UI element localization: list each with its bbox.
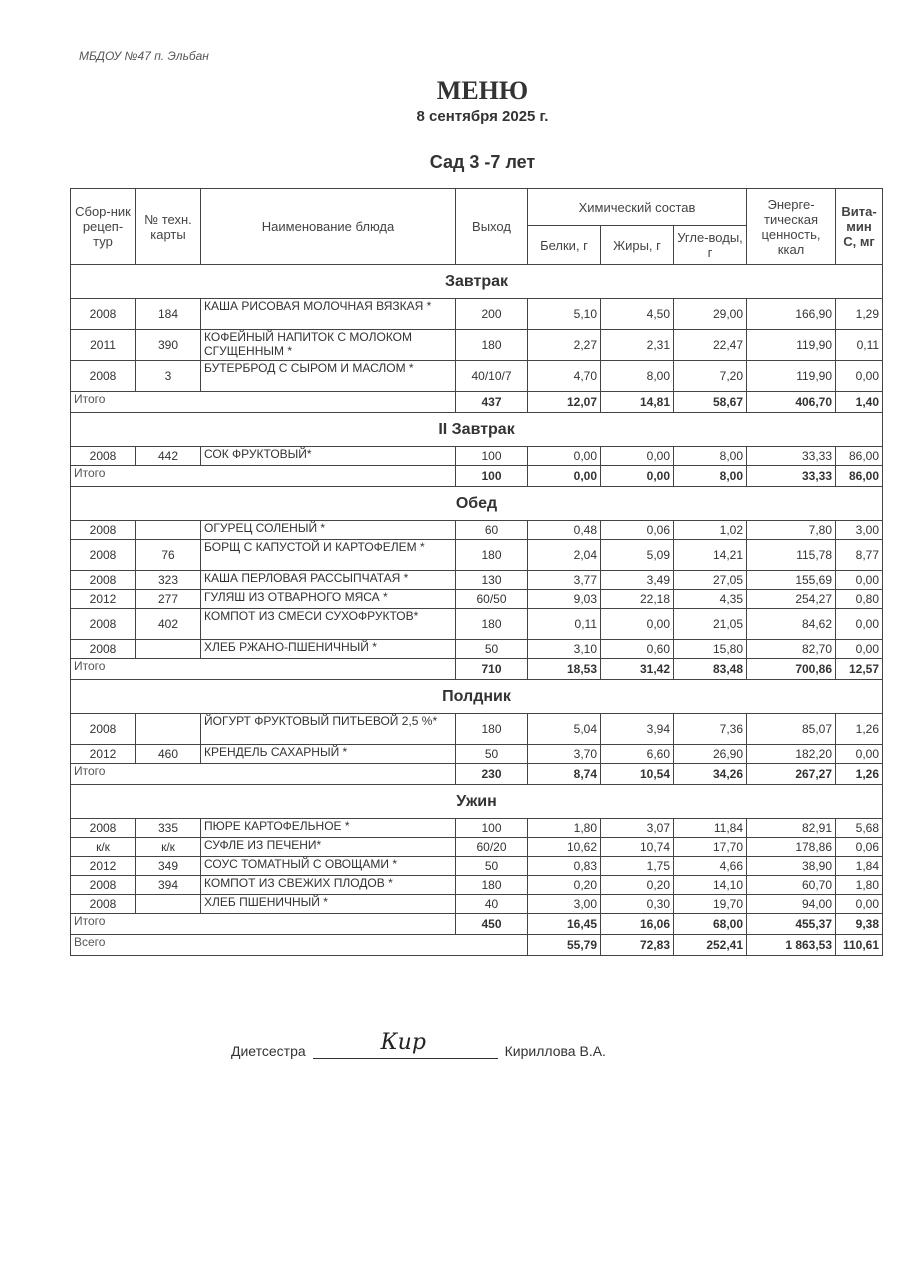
dish-energy: 82,91 [747, 819, 836, 838]
recipe-collection: 2012 [71, 590, 136, 609]
col-collection: Сбор-ник рецеп-тур [71, 189, 136, 265]
dish-fats: 1,75 [601, 857, 674, 876]
dish-name: КОМПОТ ИЗ СВЕЖИХ ПЛОДОВ * [201, 876, 456, 895]
dish-carbs: 17,70 [674, 838, 747, 857]
col-fats: Жиры, г [601, 226, 674, 265]
dish-row [71, 876, 883, 895]
dish-proteins: 0,48 [528, 521, 601, 540]
dish-vitamin-c: 0,00 [836, 745, 883, 764]
menu-table [70, 188, 883, 956]
document-title: МЕНЮ [436, 76, 529, 105]
dish-carbs: 4,35 [674, 590, 747, 609]
dish-energy: 33,33 [747, 447, 836, 466]
dish-energy: 178,86 [747, 838, 836, 857]
dish-row [71, 745, 883, 764]
total-label: Итого [71, 466, 456, 487]
col-proteins: Белки, г [528, 226, 601, 265]
recipe-collection: 2008 [71, 714, 136, 745]
dish-row [71, 609, 883, 640]
dish-fats: 0,00 [601, 609, 674, 640]
dish-name: ПЮРЕ КАРТОФЕЛЬНОЕ * [201, 819, 456, 838]
dish-energy: 182,20 [747, 745, 836, 764]
recipe-collection: 2008 [71, 876, 136, 895]
dish-name: КОМПОТ ИЗ СМЕСИ СУХОФРУКТОВ* [201, 609, 456, 640]
col-vitamin-c: Вита-мин С, мг [836, 189, 883, 265]
dish-vitamin-c: 0,00 [836, 895, 883, 914]
dish-row [71, 330, 883, 361]
dish-name: СОУС ТОМАТНЫЙ С ОВОЩАМИ * [201, 857, 456, 876]
dish-energy: 254,27 [747, 590, 836, 609]
dish-energy: 60,70 [747, 876, 836, 895]
dish-name: ОГУРЕЦ СОЛЕНЫЙ * [201, 521, 456, 540]
dish-proteins: 3,77 [528, 571, 601, 590]
tech-card-number: 323 [136, 571, 201, 590]
handwritten-signature: Кир [380, 1030, 426, 1055]
dish-energy: 119,90 [747, 361, 836, 392]
dish-fats: 3,49 [601, 571, 674, 590]
grand-total-fats: 72,83 [601, 935, 674, 956]
dish-name: БОРЩ С КАПУСТОЙ И КАРТОФЕЛЕМ * [201, 540, 456, 571]
dish-output: 180 [456, 714, 528, 745]
menu-date: 8 сентября 2025 г. [416, 108, 549, 125]
total-carbs: 83,48 [674, 659, 747, 680]
recipe-collection: 2008 [71, 609, 136, 640]
recipe-collection: к/к [71, 838, 136, 857]
tech-card-number: 402 [136, 609, 201, 640]
dish-output: 60/20 [456, 838, 528, 857]
dish-proteins: 5,04 [528, 714, 601, 745]
dish-name: КРЕНДЕЛЬ САХАРНЫЙ * [201, 745, 456, 764]
total-label: Итого [71, 764, 456, 785]
dish-output: 180 [456, 609, 528, 640]
dish-output: 50 [456, 745, 528, 764]
recipe-collection: 2008 [71, 895, 136, 914]
total-vitamin-c: 1,40 [836, 392, 883, 413]
dish-row [71, 590, 883, 609]
section-total-row [71, 466, 883, 487]
dish-row [71, 447, 883, 466]
total-label: Итого [71, 659, 456, 680]
organization-name: МБДОУ №47 п. Эльбан [79, 49, 209, 63]
total-proteins: 0,00 [528, 466, 601, 487]
dish-vitamin-c: 0,00 [836, 571, 883, 590]
section-title: Ужин [71, 785, 883, 819]
dish-proteins: 0,83 [528, 857, 601, 876]
section-total-row [71, 392, 883, 413]
total-output: 437 [456, 392, 528, 413]
dish-vitamin-c: 0,00 [836, 609, 883, 640]
dish-proteins: 0,11 [528, 609, 601, 640]
section-row [71, 785, 883, 819]
tech-card-number: 184 [136, 299, 201, 330]
dish-output: 50 [456, 640, 528, 659]
dish-output: 200 [456, 299, 528, 330]
dish-name: ГУЛЯШ ИЗ ОТВАРНОГО МЯСА * [201, 590, 456, 609]
total-output: 710 [456, 659, 528, 680]
signature-role: Диетсестра [231, 1043, 306, 1059]
col-carbs: Угле-воды, г [674, 226, 747, 265]
dish-name: КАША ПЕРЛОВАЯ РАССЫПЧАТАЯ * [201, 571, 456, 590]
tech-card-number [136, 714, 201, 745]
dish-proteins: 5,10 [528, 299, 601, 330]
tech-card-number [136, 640, 201, 659]
col-chem-composition: Химический состав [528, 189, 747, 226]
dish-output: 100 [456, 447, 528, 466]
dish-proteins: 2,04 [528, 540, 601, 571]
section-row [71, 265, 883, 299]
dish-proteins: 3,70 [528, 745, 601, 764]
recipe-collection: 2008 [71, 361, 136, 392]
col-energy: Энерге-тическая ценность, ккал [747, 189, 836, 265]
total-energy: 455,37 [747, 914, 836, 935]
dish-row [71, 521, 883, 540]
dish-energy: 94,00 [747, 895, 836, 914]
recipe-collection: 2008 [71, 447, 136, 466]
tech-card-number [136, 521, 201, 540]
dish-vitamin-c: 86,00 [836, 447, 883, 466]
total-fats: 0,00 [601, 466, 674, 487]
col-card-no: № техн. карты [136, 189, 201, 265]
recipe-collection: 2012 [71, 745, 136, 764]
dish-name: ХЛЕБ РЖАНО-ПШЕНИЧНЫЙ * [201, 640, 456, 659]
total-carbs: 8,00 [674, 466, 747, 487]
col-dish-name: Наименование блюда [201, 189, 456, 265]
section-title: II Завтрак [71, 413, 883, 447]
dish-energy: 166,90 [747, 299, 836, 330]
tech-card-number: 394 [136, 876, 201, 895]
grand-total-vitamin-c: 110,61 [836, 935, 883, 956]
dish-row [71, 299, 883, 330]
dish-carbs: 11,84 [674, 819, 747, 838]
dish-row [71, 838, 883, 857]
section-row [71, 487, 883, 521]
total-vitamin-c: 12,57 [836, 659, 883, 680]
recipe-collection: 2012 [71, 857, 136, 876]
recipe-collection: 2008 [71, 521, 136, 540]
total-output: 230 [456, 764, 528, 785]
dish-name: СУФЛЕ ИЗ ПЕЧЕНИ* [201, 838, 456, 857]
recipe-collection: 2008 [71, 640, 136, 659]
dish-output: 50 [456, 857, 528, 876]
col-output: Выход [456, 189, 528, 265]
dish-name: ХЛЕБ ПШЕНИЧНЫЙ * [201, 895, 456, 914]
recipe-collection: 2008 [71, 571, 136, 590]
dish-energy: 82,70 [747, 640, 836, 659]
section-row [71, 680, 883, 714]
dish-fats: 0,00 [601, 447, 674, 466]
total-energy: 406,70 [747, 392, 836, 413]
dish-carbs: 26,90 [674, 745, 747, 764]
dish-carbs: 1,02 [674, 521, 747, 540]
dish-output: 180 [456, 876, 528, 895]
section-title: Завтрак [71, 265, 883, 299]
total-proteins: 18,53 [528, 659, 601, 680]
total-fats: 16,06 [601, 914, 674, 935]
total-output: 450 [456, 914, 528, 935]
dish-fats: 3,94 [601, 714, 674, 745]
dish-vitamin-c: 0,80 [836, 590, 883, 609]
dish-output: 180 [456, 540, 528, 571]
total-fats: 14,81 [601, 392, 674, 413]
signature-block [231, 1030, 606, 1059]
dish-output: 40/10/7 [456, 361, 528, 392]
total-vitamin-c: 86,00 [836, 466, 883, 487]
dish-row [71, 895, 883, 914]
dish-output: 60/50 [456, 590, 528, 609]
dish-vitamin-c: 5,68 [836, 819, 883, 838]
recipe-collection: 2008 [71, 299, 136, 330]
section-total-row [71, 764, 883, 785]
total-proteins: 12,07 [528, 392, 601, 413]
dish-carbs: 27,05 [674, 571, 747, 590]
dish-fats: 5,09 [601, 540, 674, 571]
total-energy: 33,33 [747, 466, 836, 487]
total-vitamin-c: 1,26 [836, 764, 883, 785]
dish-proteins: 9,03 [528, 590, 601, 609]
dish-proteins: 0,00 [528, 447, 601, 466]
dish-output: 130 [456, 571, 528, 590]
dish-vitamin-c: 1,80 [836, 876, 883, 895]
tech-card-number: 277 [136, 590, 201, 609]
total-vitamin-c: 9,38 [836, 914, 883, 935]
dish-row [71, 361, 883, 392]
dish-proteins: 0,20 [528, 876, 601, 895]
age-group: Сад 3 -7 лет [429, 152, 536, 172]
dish-energy: 38,90 [747, 857, 836, 876]
dish-carbs: 21,05 [674, 609, 747, 640]
section-title: Обед [71, 487, 883, 521]
dish-carbs: 22,47 [674, 330, 747, 361]
dish-carbs: 14,10 [674, 876, 747, 895]
dish-fats: 0,06 [601, 521, 674, 540]
dish-fats: 4,50 [601, 299, 674, 330]
signature-line [313, 1030, 498, 1059]
dish-vitamin-c: 1,84 [836, 857, 883, 876]
total-carbs: 34,26 [674, 764, 747, 785]
grand-total-row [71, 935, 883, 956]
dish-carbs: 29,00 [674, 299, 747, 330]
dish-carbs: 4,66 [674, 857, 747, 876]
total-proteins: 16,45 [528, 914, 601, 935]
grand-total-carbs: 252,41 [674, 935, 747, 956]
dish-output: 180 [456, 330, 528, 361]
total-output: 100 [456, 466, 528, 487]
dish-fats: 6,60 [601, 745, 674, 764]
menu-body [71, 265, 883, 956]
dish-energy: 119,90 [747, 330, 836, 361]
dish-row [71, 571, 883, 590]
dish-name: СОК ФРУКТОВЫЙ* [201, 447, 456, 466]
total-fats: 31,42 [601, 659, 674, 680]
dish-vitamin-c: 0,00 [836, 361, 883, 392]
dish-fats: 22,18 [601, 590, 674, 609]
dish-name: КОФЕЙНЫЙ НАПИТОК С МОЛОКОМ СГУЩЕННЫМ * [201, 330, 456, 361]
dish-fats: 3,07 [601, 819, 674, 838]
recipe-collection: 2011 [71, 330, 136, 361]
dish-row [71, 857, 883, 876]
dish-name: БУТЕРБРОД С СЫРОМ И МАСЛОМ * [201, 361, 456, 392]
dish-fats: 2,31 [601, 330, 674, 361]
dish-vitamin-c: 1,26 [836, 714, 883, 745]
grand-total-energy: 1 863,53 [747, 935, 836, 956]
dish-proteins: 3,10 [528, 640, 601, 659]
total-carbs: 58,67 [674, 392, 747, 413]
grand-total-proteins: 55,79 [528, 935, 601, 956]
total-carbs: 68,00 [674, 914, 747, 935]
grand-total-label: Всего [71, 935, 528, 956]
dish-fats: 0,60 [601, 640, 674, 659]
dish-vitamin-c: 8,77 [836, 540, 883, 571]
dish-output: 100 [456, 819, 528, 838]
section-total-row [71, 659, 883, 680]
dish-carbs: 8,00 [674, 447, 747, 466]
dish-proteins: 1,80 [528, 819, 601, 838]
tech-card-number: 442 [136, 447, 201, 466]
dish-carbs: 7,36 [674, 714, 747, 745]
dish-proteins: 2,27 [528, 330, 601, 361]
dish-row [71, 819, 883, 838]
dish-energy: 85,07 [747, 714, 836, 745]
section-title: Полдник [71, 680, 883, 714]
dish-carbs: 14,21 [674, 540, 747, 571]
dish-energy: 155,69 [747, 571, 836, 590]
section-total-row [71, 914, 883, 935]
dish-fats: 8,00 [601, 361, 674, 392]
total-energy: 267,27 [747, 764, 836, 785]
dish-energy: 84,62 [747, 609, 836, 640]
total-label: Итого [71, 392, 456, 413]
dish-carbs: 19,70 [674, 895, 747, 914]
tech-card-number: 460 [136, 745, 201, 764]
dish-vitamin-c: 0,06 [836, 838, 883, 857]
tech-card-number: 3 [136, 361, 201, 392]
dish-row [71, 714, 883, 745]
dish-vitamin-c: 0,11 [836, 330, 883, 361]
recipe-collection: 2008 [71, 540, 136, 571]
dish-proteins: 10,62 [528, 838, 601, 857]
dish-output: 40 [456, 895, 528, 914]
dish-fats: 10,74 [601, 838, 674, 857]
total-energy: 700,86 [747, 659, 836, 680]
recipe-collection: 2008 [71, 819, 136, 838]
signature-name: Кириллова В.А. [504, 1043, 606, 1059]
tech-card-number [136, 895, 201, 914]
dish-proteins: 4,70 [528, 361, 601, 392]
dish-row [71, 640, 883, 659]
dish-name: КАША РИСОВАЯ МОЛОЧНАЯ ВЯЗКАЯ * [201, 299, 456, 330]
dish-carbs: 15,80 [674, 640, 747, 659]
tech-card-number: 335 [136, 819, 201, 838]
dish-vitamin-c: 3,00 [836, 521, 883, 540]
total-fats: 10,54 [601, 764, 674, 785]
tech-card-number: 349 [136, 857, 201, 876]
dish-name: ЙОГУРТ ФРУКТОВЫЙ ПИТЬЕВОЙ 2,5 %* [201, 714, 456, 745]
dish-energy: 7,80 [747, 521, 836, 540]
dish-vitamin-c: 0,00 [836, 640, 883, 659]
dish-carbs: 7,20 [674, 361, 747, 392]
dish-row [71, 540, 883, 571]
dish-fats: 0,20 [601, 876, 674, 895]
total-label: Итого [71, 914, 456, 935]
total-proteins: 8,74 [528, 764, 601, 785]
tech-card-number: к/к [136, 838, 201, 857]
dish-energy: 115,78 [747, 540, 836, 571]
tech-card-number: 390 [136, 330, 201, 361]
dish-output: 60 [456, 521, 528, 540]
dish-proteins: 3,00 [528, 895, 601, 914]
tech-card-number: 76 [136, 540, 201, 571]
section-row [71, 413, 883, 447]
dish-fats: 0,30 [601, 895, 674, 914]
dish-vitamin-c: 1,29 [836, 299, 883, 330]
